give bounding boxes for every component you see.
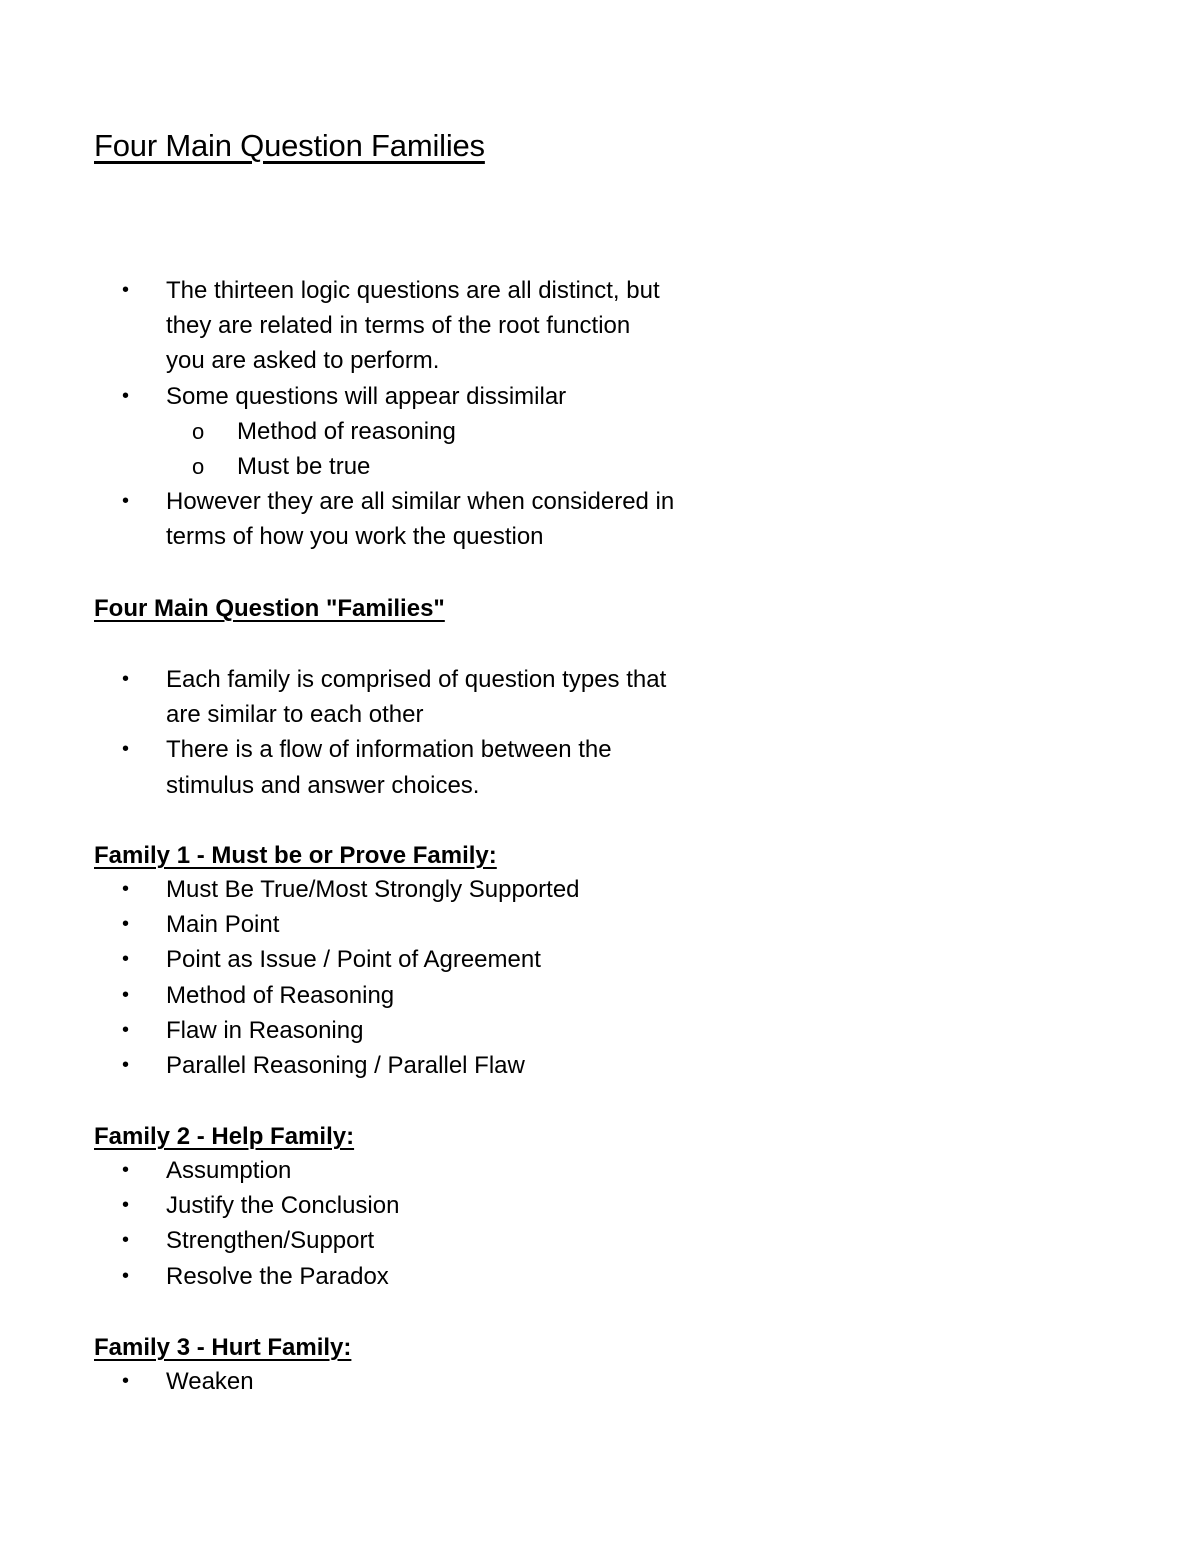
list-item (0, 1364, 760, 1399)
sub-list-item (166, 449, 760, 484)
family2-list (0, 1153, 760, 1294)
list-item (0, 379, 760, 485)
sub-list-item-text: Method of reasoning (237, 417, 456, 445)
bullet-icon: • (122, 1264, 130, 1287)
list-item-line: There is a flow of information between the (166, 736, 612, 764)
list-item-line: are similar to each other (166, 701, 424, 729)
list-item (0, 1153, 760, 1188)
list-item-text: Method of Reasoning (166, 981, 395, 1009)
bullet-icon: • (122, 1229, 130, 1252)
family1-heading: Family 1 - Must be or Prove Family: (94, 842, 497, 869)
list-item-line: they are related in terms of the root function (166, 312, 631, 340)
bullet-icon: • (122, 279, 130, 301)
intro-bullet-list (0, 273, 760, 555)
list-item-line: The thirteen logic questions are all distinct, but (166, 277, 660, 304)
list-item-line: terms of how you work the question (166, 523, 544, 551)
list-item-text: Assumption (166, 1157, 292, 1184)
list-item-text: Parallel Reasoning / Parallel Flaw (166, 1052, 525, 1080)
list-item (0, 484, 760, 554)
bullet-icon: • (122, 913, 130, 936)
list-item-text: Flaw in Reasoning (166, 1016, 364, 1044)
list-item (0, 1259, 760, 1294)
list-item (0, 872, 760, 907)
bullet-icon: • (122, 983, 130, 1006)
list-item (0, 732, 760, 802)
list-item-text: Resolve the Paradox (166, 1262, 389, 1290)
bullet-icon: • (122, 948, 130, 971)
list-item-line: However they are all similar when considered in (166, 488, 675, 516)
circle-bullet-icon: o (192, 418, 205, 444)
list-item (0, 1188, 760, 1223)
page-title: Four Main Question Families (94, 128, 485, 163)
family3-list (0, 1364, 760, 1399)
list-item (0, 1223, 760, 1258)
family2-heading: Family 2 - Help Family: (94, 1123, 355, 1150)
bullet-icon: • (122, 1054, 130, 1077)
bullet-icon: • (122, 1370, 130, 1392)
bullet-icon: • (122, 878, 130, 900)
list-item (0, 273, 760, 379)
list-item-text: Some questions will appear dissimilar (166, 382, 567, 410)
list-item (0, 662, 760, 732)
list-item (0, 942, 760, 977)
list-item-text: Must Be True/Most Strongly Supported (166, 876, 580, 903)
list-item-line: Each family is comprised of question types that (166, 666, 667, 693)
bullet-icon: • (122, 490, 130, 513)
list-item-text: Justify the Conclusion (166, 1192, 400, 1220)
family1-list (0, 872, 760, 1083)
family3-heading: Family 3 - Hurt Family: (94, 1334, 352, 1361)
list-item-text: Weaken (166, 1368, 254, 1395)
families-bullet-list (0, 662, 760, 803)
sub-list-item-text: Must be true (237, 453, 371, 481)
list-item (0, 1048, 760, 1083)
list-item-text: Main Point (166, 911, 280, 939)
bullet-icon: • (122, 1194, 130, 1217)
families-heading: Four Main Question "Families" (94, 595, 445, 622)
list-item-text: Point as Issue / Point of Agreement (166, 946, 541, 974)
list-item-text: Strengthen/Support (166, 1227, 375, 1255)
list-item (0, 978, 760, 1013)
sub-list-item (166, 414, 760, 449)
list-item-line: you are asked to perform. (166, 347, 440, 375)
list-item-line: stimulus and answer choices. (166, 771, 480, 799)
bullet-icon: • (122, 668, 130, 690)
bullet-icon: • (122, 384, 130, 407)
bullet-icon: • (122, 1018, 130, 1041)
list-item (0, 1013, 760, 1048)
list-item (0, 907, 760, 942)
bullet-icon: • (122, 1159, 130, 1181)
bullet-icon: • (122, 738, 130, 761)
circle-bullet-icon: o (192, 454, 205, 480)
sub-bullet-list (166, 414, 760, 484)
